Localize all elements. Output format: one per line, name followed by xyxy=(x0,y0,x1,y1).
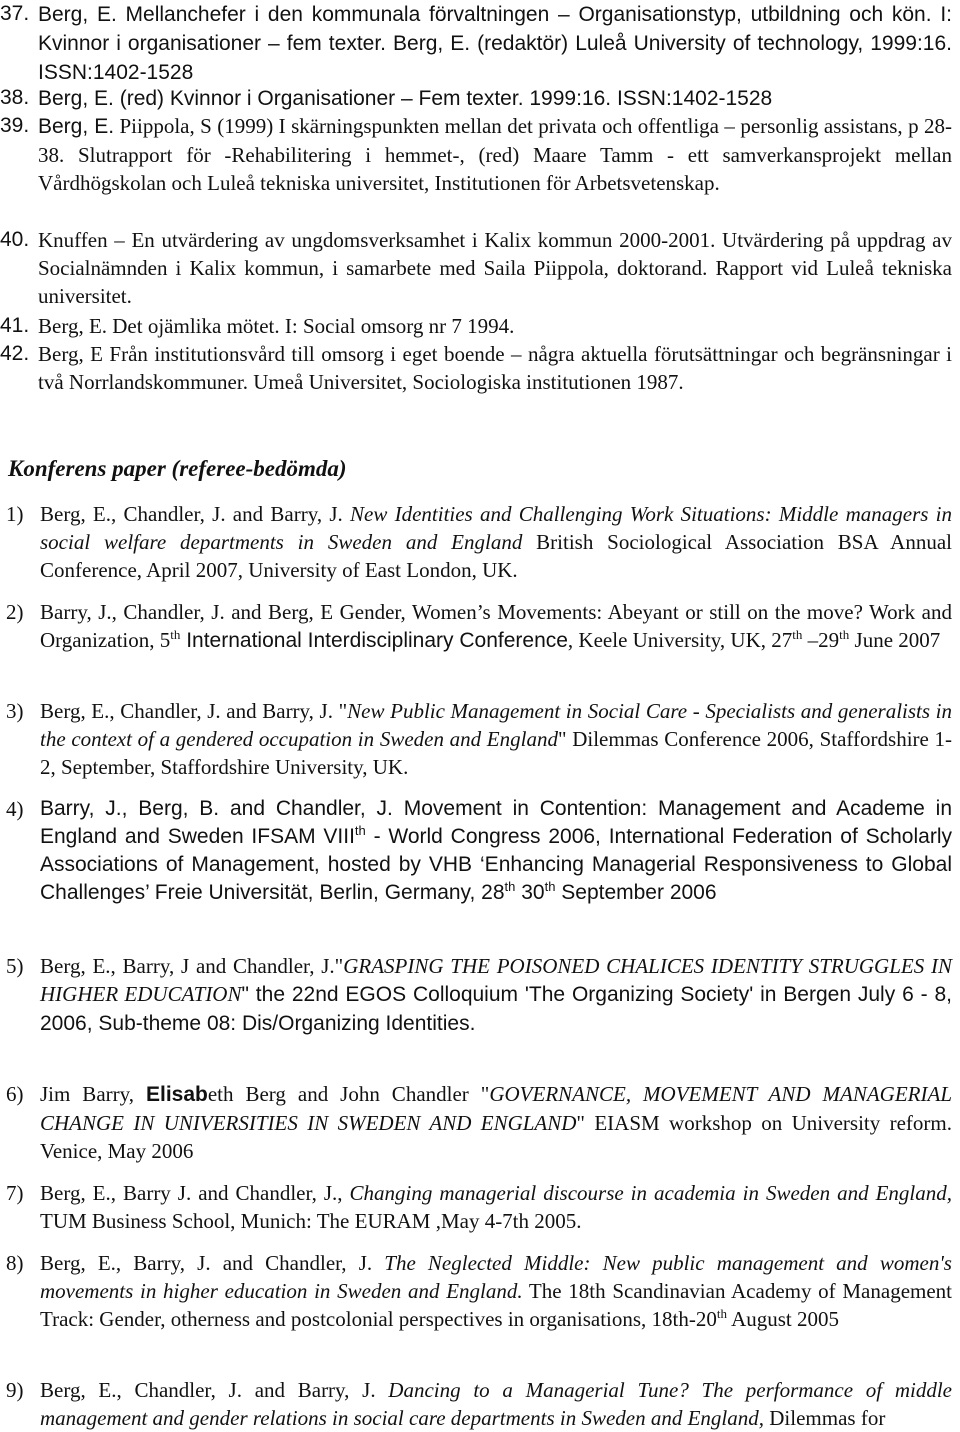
reference-number: 39. xyxy=(0,114,30,137)
conference-paper-5 xyxy=(6,952,952,1038)
paper-authors: Berg, E., Barry, J. and Chandler, J. xyxy=(40,1251,385,1275)
reference-42 xyxy=(0,340,952,396)
superscript: th xyxy=(170,627,181,642)
paper-authors-rest: eth Berg and John Chandler " xyxy=(207,1082,490,1106)
conference-paper-9 xyxy=(6,1376,952,1432)
reference-text: Piippola, S (1999) I skärningspunkten mellan det privata och offentliga – personlig assistans, p 28-38. Slutrapport för -Rehabilitering i hemmet-, (red) Maare Tamm - ett samverkansprojekt mellan Vårdhögskolan och Luleå tekniska universitet, Institutionen för Arbetsvetenskap. xyxy=(38,114,952,195)
paper-title: GOVERNANCE, MOVEMENT AND MANAGERIAL CHANGE IN UNIVERSITIES IN SWEDEN AND ENGLAND xyxy=(40,1082,953,1135)
reference-text: Knuffen – En utvärdering av ungdomsverksamhet i Kalix kommun 2000-2001. Utvärdering på uppdrag av Socialnämnden i Kalix kommun, i samarbete med Saila Piippola, doktorand. Rapport vid Luleå tekniska universitet. xyxy=(38,228,952,308)
paper-number: 9) xyxy=(6,1378,24,1402)
paper-venue-rest: , Keele University, UK, 27 xyxy=(567,628,793,652)
section-heading: Konferens paper (referee-bedömda) xyxy=(8,456,347,481)
reference-number: 38. xyxy=(0,86,30,109)
reference-41 xyxy=(0,312,952,340)
superscript: th xyxy=(544,879,556,894)
paper-venue: TUM Business School, Munich: The EURAM ,May 4-7th 2005. xyxy=(40,1209,582,1233)
paper-title: Changing managerial discourse in academia in Sweden and England, xyxy=(349,1181,952,1205)
reference-number: 37. xyxy=(0,2,30,25)
reference-text: Berg, E. Mellanchefer i den kommunala förvaltningen – Organisationstyp, utbildning och kön. I: Kvinnor i organisationer – fem texter. Berg, E. (redaktör) Luleå University of technology, 1999:16. ISSN:1402-1528 xyxy=(38,3,952,84)
paper-authors: Berg, E., Chandler, J. and Barry, J. xyxy=(40,1378,389,1402)
paper-venue: " EIASM workshop on University reform. Venice, May 2006 xyxy=(40,1111,952,1163)
paper-venue: Dilemmas for xyxy=(764,1406,886,1430)
paper-date: August 2005 xyxy=(727,1307,840,1331)
paper-date-end: September 2006 xyxy=(555,881,717,904)
superscript: th xyxy=(504,879,516,894)
paper-number: 2) xyxy=(6,600,24,624)
conference-paper-7 xyxy=(6,1179,952,1235)
paper-date: –29 xyxy=(802,628,840,652)
superscript: th xyxy=(716,1306,727,1321)
paper-date: 30 xyxy=(515,881,545,904)
conference-paper-3 xyxy=(6,697,953,781)
paper-authors: Berg, E., Barry, J and Chandler, J." xyxy=(40,954,344,978)
paper-venue: " the 22nd EGOS Colloquium 'The Organizing Society' in Bergen July 6 - 8, 2006, Sub-theme 08: Dis/Organizing Identities. xyxy=(40,983,952,1035)
paper-number: 6) xyxy=(6,1082,24,1106)
paper-number: 3) xyxy=(6,699,24,723)
paper-title: Dancing to a Managerial Tune? The performance of middle management and gender relations in social care departments in Sweden and England, xyxy=(40,1378,952,1430)
paper-number: 4) xyxy=(6,797,24,821)
paper-title: GRASPING THE POISONED CHALICES IDENTITY STRUGGLES IN HIGHER EDUCATION xyxy=(40,954,952,1006)
paper-authors: Berg, E., Chandler, J. and Barry, J. xyxy=(40,502,350,526)
paper-authors: Berg, E., Barry J. and Chandler, J., xyxy=(40,1181,350,1205)
paper-venue: British Sociological Association BSA Annual Conference, April 2007, University of East London, UK. xyxy=(40,530,952,582)
reference-author: Berg, E. xyxy=(38,115,115,138)
superscript: th xyxy=(354,823,366,838)
paper-number: 8) xyxy=(6,1251,24,1275)
reference-40 xyxy=(0,226,952,310)
reference-39 xyxy=(0,112,952,197)
superscript: th xyxy=(839,627,850,642)
reference-38 xyxy=(0,84,952,113)
paper-title: New Public Management in Social Care - Specialists and generalists in the context of a gendered occupation in Sweden and England xyxy=(40,699,952,751)
paper-number: 5) xyxy=(6,954,24,978)
conference-paper-1 xyxy=(6,500,952,584)
paper-venue: International Interdisciplinary Conference xyxy=(180,629,568,652)
conference-paper-4 xyxy=(6,795,952,907)
reference-text: Berg, E. Det ojämlika mötet. I: Social omsorg nr 7 1994. xyxy=(38,314,515,338)
paper-title: The Neglected Middle: New public management and women's movements in higher education in Sweden and England. xyxy=(40,1251,952,1303)
conference-paper-6 xyxy=(6,1080,953,1165)
paper-authors: Jim Barry, xyxy=(40,1082,146,1106)
paper-text: Barry, J., Berg, B. and Chandler, J. Movement in Contention: Management and Academe in England and Sweden IFSAM VIII xyxy=(40,797,952,848)
reference-text: Berg, E Från institutionsvård till omsorg i eget boende – några aktuella förutsättningar och begränsningar i två Norrlandskommuner. Umeå Universitet, Sociologiska institutionen 1987. xyxy=(38,342,952,394)
paper-number: 1) xyxy=(6,502,24,526)
reference-number: 40. xyxy=(0,228,30,251)
superscript: th xyxy=(792,627,803,642)
paper-number: 7) xyxy=(6,1181,24,1205)
paper-title: New Identities and Challenging Work Situations: Middle managers in social welfare departments in Sweden and England xyxy=(40,502,952,554)
conference-paper-2 xyxy=(6,598,952,655)
conference-paper-8 xyxy=(6,1249,952,1333)
reference-number: 42. xyxy=(0,342,30,365)
paper-venue: The 18th Scandinavian Academy of Management Track: Gender, otherness and postcolonial perspectives in organisations, 18th-20 xyxy=(40,1279,952,1331)
paper-authors: Barry, J., Chandler, J. and Berg, E Gender, Women’s Movements: Abeyant or still on the move? Work and Organization, 5 xyxy=(40,600,952,652)
paper-authors-bold: Elisab xyxy=(145,1083,208,1106)
paper-date-end: June 2007 xyxy=(849,628,941,652)
reference-text: Berg, E. (red) Kvinnor i Organisationer – Fem texter. 1999:16. ISSN:1402-1528 xyxy=(38,87,773,110)
paper-venue: " Dilemmas Conference 2006, Staffordshire 1-2, September, Staffordshire University, UK. xyxy=(40,727,953,779)
paper-venue: - World Congress 2006, International Federation of Scholarly Associations of Management, hosted by VHB ‘Enhancing Managerial Responsiveness to Global Challenges’ Freie Universität, Berlin, Germany, 28 xyxy=(40,825,952,904)
reference-37 xyxy=(0,0,952,87)
reference-number: 41. xyxy=(0,314,30,337)
paper-authors: Berg, E., Chandler, J. and Barry, J. " xyxy=(40,699,348,723)
